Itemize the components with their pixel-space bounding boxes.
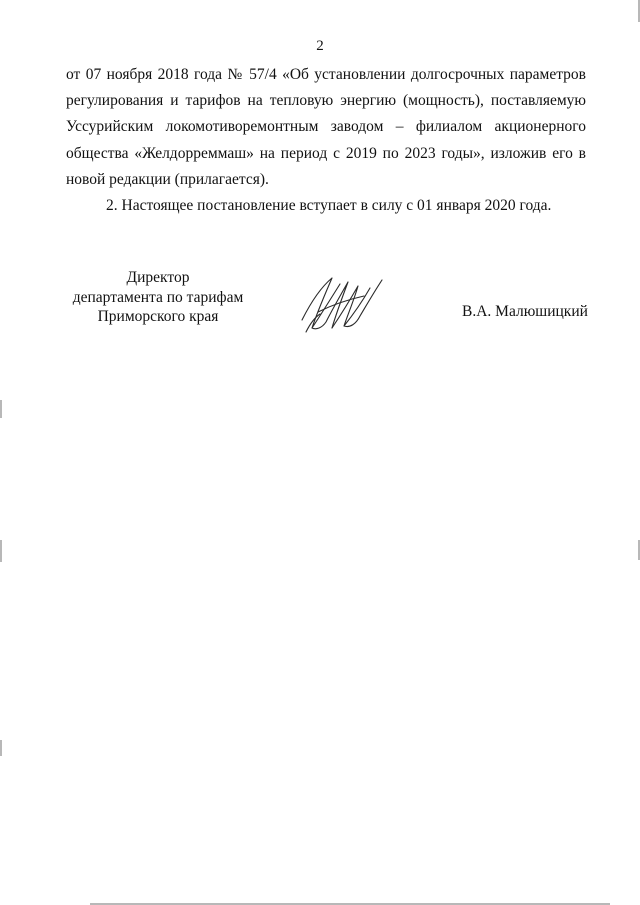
signatory-title-line-1: Директор [126,269,190,286]
scan-edge-mark [0,540,2,562]
signatory-title [58,268,258,327]
signatory-title-line-3: Приморского края [97,308,219,325]
signatory-title-line-2: департамента по тарифам [72,288,244,306]
paragraph-continuation: от 07 ноября 2018 года № 57/4 «Об установлении долгосрочных параметров регулирования и тарифов на тепловую энергию (мощность), поставляемую Уссурийским локомотиворемонтным заводом – филиалом акционерного общества «Желдорреммаш» на период с 2019 по 2023 годы», изложив его в новой редакции (прилагается). [66,66,586,188]
scan-edge-mark [0,740,2,756]
document-body [66,62,586,219]
signatory-name: В.А. Малюшицкий [462,303,588,320]
scan-edge-mark [0,400,2,418]
handwritten-signature-icon [296,270,386,340]
page-number: 2 [316,38,324,54]
paragraph-effective-date: 2. Настоящее постановление вступает в силу с 01 января 2020 года. [106,197,552,215]
